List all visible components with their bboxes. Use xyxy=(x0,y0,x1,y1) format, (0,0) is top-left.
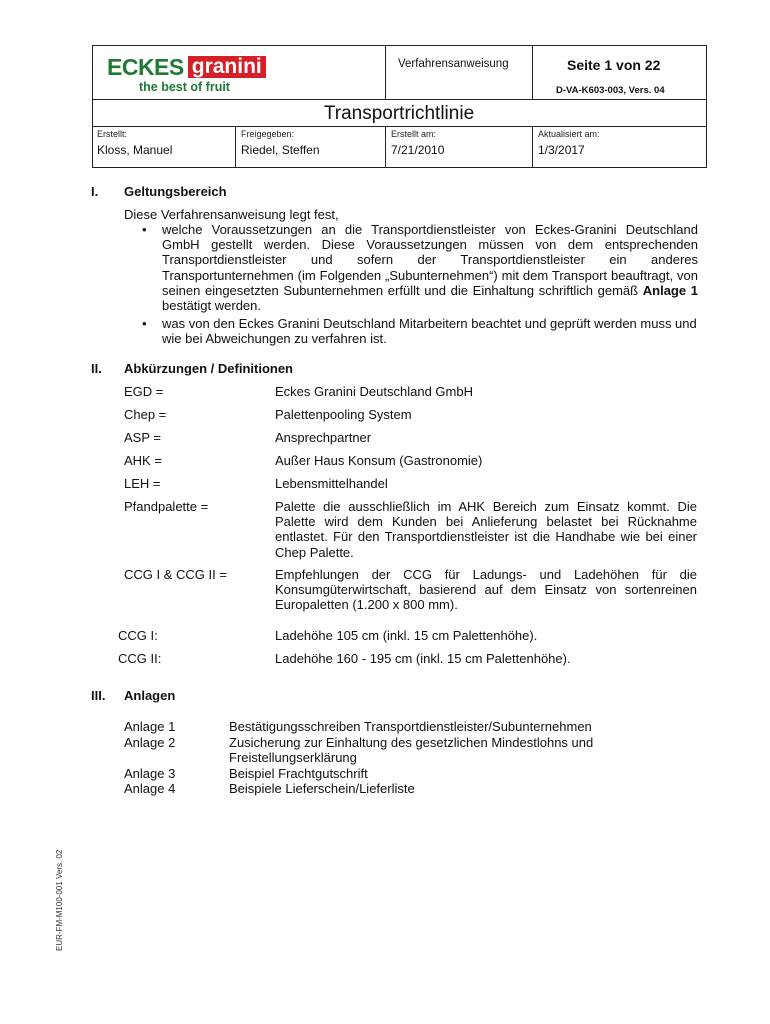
def-desc: Palette die ausschließlich im AHK Bereich zum Einsatz kommt. Die Palette wird dem Kunden bei Anlieferung belastet bei Rücknahme entlastet. Für den Transportdienstleister ist die Handhabe wie bei einer Chep Palette. xyxy=(275,499,697,560)
attachment-key: Anlage 2 xyxy=(124,735,176,750)
created-by-value: Kloss, Manuel xyxy=(97,143,173,157)
section-1-bullet-1: welche Voraussetzungen an die Transportdienstleister von Eckes-Granini Deutschland GmbH gestellt werden. Diese Voraussetzungen müssen von dem entsprechenden Transportdienstleister und sofern der Transportdienstleister ein anderes Transportunternehmen (im Folgenden „Subunternehmen“) mit dem Transport beauftragt, von seinen eingesetzten Subunternehmen erfüllt und die Einhaltung schriftlich gemäß Anlage 1 bestätigt werden. xyxy=(162,222,698,314)
attachment-key: Anlage 4 xyxy=(124,781,176,796)
def-term: Pfandpalette = xyxy=(124,499,209,514)
attachment-key: Anlage 1 xyxy=(124,719,176,734)
def-term: CCG I: xyxy=(118,628,158,643)
def-term: Chep = xyxy=(124,407,167,422)
approved-by-label: Freigegeben: xyxy=(241,129,295,139)
section-2-title: Abkürzungen / Definitionen xyxy=(124,361,293,376)
bullet-dot: • xyxy=(142,222,147,237)
def-term: EGD = xyxy=(124,384,164,399)
created-on-label: Erstellt am: xyxy=(391,129,437,139)
section-1-number: I. xyxy=(91,184,99,199)
def-desc: Lebensmittelhandel xyxy=(275,476,388,491)
def-desc: Ladehöhe 105 cm (inkl. 15 cm Palettenhöhe). xyxy=(275,628,538,643)
logo-word-granini: granini xyxy=(188,56,266,78)
section-3-number: III. xyxy=(91,688,106,703)
page-title: Transportrichtlinie xyxy=(323,103,475,124)
section-1-intro: Diese Verfahrensanweisung legt fest, xyxy=(124,207,339,222)
section-3-title: Anlagen xyxy=(124,688,176,703)
created-on-value: 7/21/2010 xyxy=(391,143,445,157)
attachment-key: Anlage 3 xyxy=(124,766,176,781)
attachment-desc: Beispiel Frachtgutschrift xyxy=(229,766,368,781)
section-1-bullet-2: was von den Eckes Granini Deutschland Mitarbeitern beachtet und geprüft werden muss und wie bei Abweichungen zu verfahren ist. xyxy=(162,316,697,347)
updated-on-label: Aktualisiert am: xyxy=(538,129,600,139)
def-desc: Ansprechpartner xyxy=(275,430,372,445)
attachment-desc: Bestätigungsschreiben Transportdienstleister/Subunternehmen xyxy=(229,719,592,734)
def-desc: Eckes Granini Deutschland GmbH xyxy=(275,384,473,399)
attachment-desc: Beispiele Lieferschein/Lieferliste xyxy=(229,781,415,796)
def-desc: Außer Haus Konsum (Gastronomie) xyxy=(275,453,483,468)
form-reference: EUR-FM-M100-001 Vers. 02 xyxy=(55,849,64,951)
def-desc: Ladehöhe 160 - 195 cm (inkl. 15 cm Palettenhöhe). xyxy=(275,651,571,666)
company-logo xyxy=(107,56,266,78)
logo-word-eckes: ECKES xyxy=(107,54,184,80)
doc-type: Verfahrensanweisung xyxy=(398,58,509,70)
def-term: ASP = xyxy=(124,430,161,445)
bullet-dot: • xyxy=(142,316,147,331)
def-term: CCG I & CCG II = xyxy=(124,567,227,582)
page-info: Seite 1 von 22 xyxy=(567,57,661,73)
section-1-title: Geltungsbereich xyxy=(124,184,227,199)
created-by-label: Erstellt: xyxy=(97,129,128,139)
def-term: LEH = xyxy=(124,476,161,491)
def-term: AHK = xyxy=(124,453,162,468)
doc-id: D-VA-K603-003, Vers. 04 xyxy=(556,85,665,96)
section-2-number: II. xyxy=(91,361,102,376)
approved-by-value: Riedel, Steffen xyxy=(241,143,320,157)
attachment-desc: Zusicherung zur Einhaltung des gesetzlichen Mindestlohns und Freistellungserklärung xyxy=(229,735,594,766)
def-desc: Empfehlungen der CCG für Ladungs- und Ladehöhen für die Konsumgüterwirtschaft, basierend auf dem Einsatz von sortenreinen Europaletten (1.200 x 800 mm). xyxy=(275,567,697,613)
updated-on-value: 1/3/2017 xyxy=(538,143,585,157)
def-desc: Palettenpooling System xyxy=(275,407,412,422)
logo-tagline: the best of fruit xyxy=(139,80,230,94)
def-term: CCG II: xyxy=(118,651,162,666)
